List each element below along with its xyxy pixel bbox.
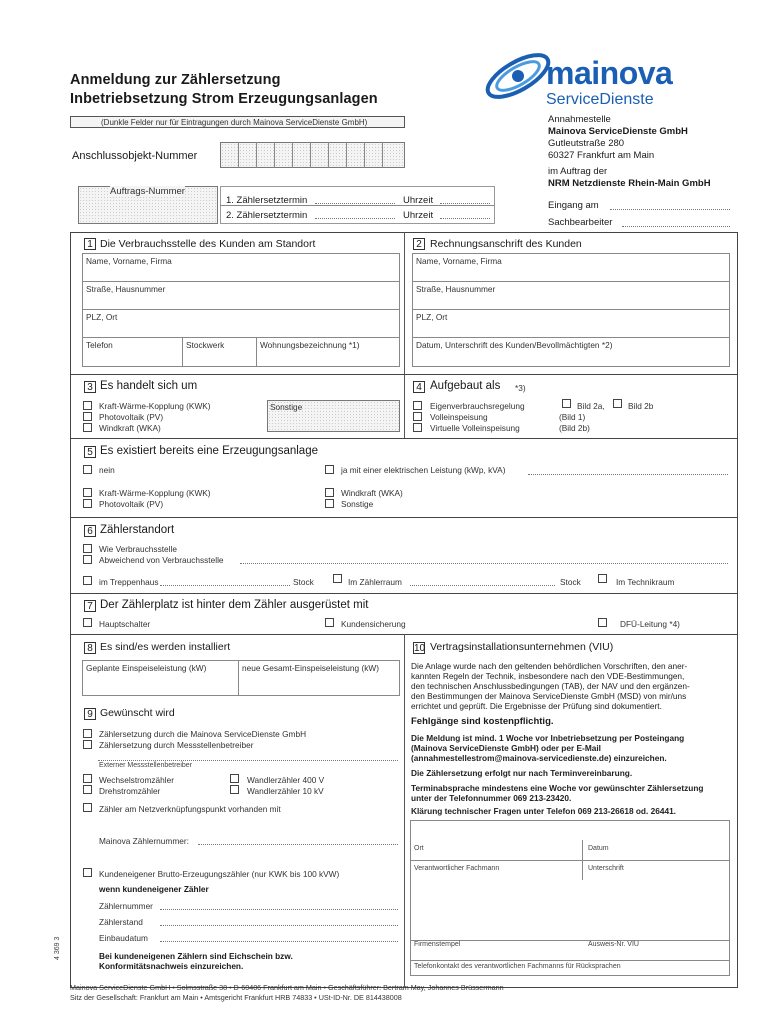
s2-name-field[interactable]: Name, Vorname, Firma <box>416 256 502 266</box>
note-text: (Dunkle Felder nur für Eintragungen durch Mainova ServiceDienste GmbH) <box>101 118 368 127</box>
page-subtitle: Inbetriebsetzung Strom Erzeugungsanlagen <box>70 91 378 107</box>
section8-number: 8 <box>84 642 96 654</box>
section4-number: 4 <box>413 381 425 393</box>
s5-wka-checkbox[interactable] <box>325 488 334 497</box>
s10-p2-line2: (Mainova ServiceDienste GmbH) oder per E-Mail <box>411 743 601 753</box>
s8-neu-field[interactable]: neue Gesamt-Einspeiseleistung (kW) <box>242 663 379 673</box>
s4-bild2a-checkbox[interactable] <box>562 399 571 408</box>
section7-title: Der Zählerplatz ist hinter dem Zähler ausgerüstet mit <box>100 599 369 611</box>
auftrags-label: Auftrags-Nummer <box>110 186 185 197</box>
s6-stock1-label: Stock <box>293 577 314 587</box>
s1-plz-field[interactable]: PLZ, Ort <box>86 312 118 322</box>
s5-wka-label: Windkraft (WKA) <box>341 488 403 498</box>
s4-bild2a-label: Bild 2a, <box>577 401 605 411</box>
s9-wechsel-checkbox[interactable] <box>83 774 92 783</box>
s2-sig-field[interactable]: Datum, Unterschrift des Kunden/Bevollmächtigten *2) <box>416 340 613 350</box>
annahme-street: Gutleutstraße 280 <box>548 138 625 149</box>
s6-abw-checkbox[interactable] <box>83 555 92 564</box>
s10-p2-line1: Die Meldung ist mind. 1 Woche vor Inbetriebsetzung per Posteingang <box>411 733 685 743</box>
s10-p5: Klärung technischer Fragen unter Telefon 069 213-26618 od. 26441. <box>411 806 676 816</box>
s5-kwk-label: Kraft-Wärme-Kopplung (KWK) <box>99 488 211 498</box>
s7-dfue-checkbox[interactable] <box>598 618 607 627</box>
uhrzeit1-label: Uhrzeit <box>403 195 434 206</box>
section9-number: 9 <box>84 708 96 720</box>
s9-brutto-checkbox[interactable] <box>83 868 92 877</box>
s4-bild2bp-label: (Bild 2b) <box>559 423 590 433</box>
s9-f1-label: Zählernummer <box>99 901 153 911</box>
s10-p3: Die Zählersetzung erfolgt nur nach Terminvereinbarung. <box>411 768 633 778</box>
s2-street-field[interactable]: Straße, Hausnummer <box>416 284 496 294</box>
s6-technik-checkbox[interactable] <box>598 574 607 583</box>
eingang-label: Eingang am <box>548 200 599 211</box>
footer-line1: Mainova ServiceDienste GmbH • Solmsstraße 38 • D-60486 Frankfurt am Main • Geschäftsführer: Bertram May, Johannes Brüssermann <box>70 983 504 992</box>
side-code: 4 369 3 <box>54 936 61 960</box>
s9-mb-label: Zählersetzung durch Messstellenbetreiber <box>99 740 254 750</box>
s5-pv-label: Photovoltaik (PV) <box>99 499 164 509</box>
s9-netz-checkbox[interactable] <box>83 803 92 812</box>
s5-pv-checkbox[interactable] <box>83 499 92 508</box>
s9-msd-checkbox[interactable] <box>83 729 92 738</box>
section10-title: Vertragsinstallationsunternehmen (VIU) <box>430 641 614 653</box>
s6-zaehlerraum-label: Im Zählerraum <box>348 577 402 587</box>
s9-mb-checkbox[interactable] <box>83 740 92 749</box>
s6-technik-label: Im Technikraum <box>616 577 675 587</box>
s4-note: *3) <box>515 383 526 393</box>
s5-kwk-checkbox[interactable] <box>83 488 92 497</box>
s9-msd-label: Zählersetzung durch die Mainova ServiceDienste GmbH <box>99 729 307 739</box>
s6-stock2-label: Stock <box>560 577 581 587</box>
section7-number: 7 <box>84 600 96 612</box>
s7-kunden-label: Kundensicherung <box>341 619 406 629</box>
s3-sonstige-label: Sonstige <box>270 402 303 412</box>
section6-title: Zählerstandort <box>100 524 175 536</box>
section8-title: Es sind/es werden installiert <box>100 641 231 653</box>
section5-title: Es existiert bereits eine Erzeugungsanlage <box>100 445 318 457</box>
s6-wie-checkbox[interactable] <box>83 544 92 553</box>
s1-tel-field[interactable]: Telefon <box>86 340 113 350</box>
s5-nein-checkbox[interactable] <box>83 465 92 474</box>
s10-signature-box <box>410 820 730 976</box>
uhrzeit2-label: Uhrzeit <box>403 210 434 221</box>
s3-kwk-checkbox[interactable] <box>83 401 92 410</box>
s8-geplant-field[interactable]: Geplante Einspeiseleistung (kW) <box>86 663 207 673</box>
auftrag-label: im Auftrag der <box>548 166 608 177</box>
s4-eigen-label: Eigenverbrauchsregelung <box>430 401 525 411</box>
s10-p4-line1: Terminabsprache mindestens eine Woche vor gewünschter Zählersetzung <box>411 783 704 793</box>
s9-eich2: Konformitätsnachweis einzureichen. <box>99 961 244 971</box>
s10-ausweis-field[interactable]: Ausweis-Nr. VIU <box>588 941 639 948</box>
s4-bild2b-checkbox[interactable] <box>613 399 622 408</box>
page-title: Anmeldung zur Zählersetzung <box>70 72 281 88</box>
s10-ort-field[interactable]: Ort <box>414 845 424 852</box>
s10-stempel-field[interactable]: Firmenstempel <box>414 941 461 948</box>
section5-number: 5 <box>84 446 96 458</box>
s9-w10-checkbox[interactable] <box>230 785 239 794</box>
termin2-label: 2. Zählersetztermin <box>226 210 308 221</box>
s9-zaehlernummer-label: Mainova Zählernummer: <box>99 836 189 846</box>
s9-dreh-label: Drehstromzähler <box>99 786 161 796</box>
s9-dreh-checkbox[interactable] <box>83 785 92 794</box>
s1-street-field[interactable]: Straße, Hausnummer <box>86 284 166 294</box>
logo-sub: ServiceDienste <box>546 91 654 108</box>
s5-ja-label: ja mit einer elektrischen Leistung (kWp, kVA) <box>341 465 506 475</box>
s4-voll-label: Volleinspeisung <box>430 412 488 422</box>
note-bar <box>70 116 405 128</box>
logo-word: mainova <box>546 55 673 91</box>
s10-p1-line4: den Bestimmungen der Mainova ServiceDienste GmbH (MSD) von mir/uns <box>411 691 687 701</box>
s9-w400-checkbox[interactable] <box>230 774 239 783</box>
s9-f2-label: Zählerstand <box>99 917 143 927</box>
section2-title: Rechnungsanschrift des Kunden <box>430 238 582 250</box>
s4-virt-label: Virtuelle Volleinspeisung <box>430 423 520 433</box>
s7-kunden-checkbox[interactable] <box>325 618 334 627</box>
s2-plz-field[interactable]: PLZ, Ort <box>416 312 448 322</box>
s9-wechsel-label: Wechselstromzähler <box>99 775 175 785</box>
anschluss-input[interactable] <box>220 142 405 168</box>
section1-number: 1 <box>84 238 96 250</box>
s6-treppe-label: im Treppenhaus <box>99 577 159 587</box>
s4-voll-checkbox[interactable] <box>413 412 422 421</box>
s1-floor-field[interactable]: Stockwerk <box>186 340 225 350</box>
section2-number: 2 <box>413 238 425 250</box>
s10-datum-field[interactable]: Datum <box>588 845 609 852</box>
s3-wka-checkbox[interactable] <box>83 423 92 432</box>
s7-haupt-checkbox[interactable] <box>83 618 92 627</box>
section3-title: Es handelt sich um <box>100 380 198 392</box>
s6-abw-label: Abweichend von Verbrauchsstelle <box>99 555 224 565</box>
s10-p1-line1: Die Anlage wurde nach den geltenden behördlichen Vorschriften, den aner- <box>411 661 688 671</box>
annahme-name: Mainova ServiceDienste GmbH <box>548 126 688 137</box>
s4-virt-checkbox[interactable] <box>413 423 422 432</box>
s10-telefon-field[interactable]: Telefonkontakt des verantwortlichen Fachmanns für Rücksprachen <box>414 963 621 970</box>
s6-wie-label: Wie Verbrauchsstelle <box>99 544 177 554</box>
s6-zaehlerraum-checkbox[interactable] <box>333 574 342 583</box>
s9-w10-label: Wandlerzähler 10 kV <box>247 786 324 796</box>
annahme-city: 60327 Frankfurt am Main <box>548 150 655 161</box>
s3-pv-checkbox[interactable] <box>83 412 92 421</box>
anschluss-label: Anschlussobjekt-Nummer <box>72 150 198 162</box>
sachbearbeiter-label: Sachbearbeiter <box>548 217 613 228</box>
s9-eich1: Bei kundeneigenen Zählern sind Eichschein bzw. <box>99 951 293 961</box>
s5-sonstige-checkbox[interactable] <box>325 499 334 508</box>
s3-kwk-label: Kraft-Wärme-Kopplung (KWK) <box>99 401 211 411</box>
s5-ja-checkbox[interactable] <box>325 465 334 474</box>
s10-fachmann-field[interactable]: Verantwortlicher Fachmann <box>414 865 500 872</box>
s4-bild1-label: (Bild 1) <box>559 412 586 422</box>
s10-p2-line3: (annahmestellestrom@mainova-servicedienste.de) einzureichen. <box>411 753 667 763</box>
s7-dfue-label: DFÜ-Leitung *4) <box>620 619 680 629</box>
s6-treppe-checkbox[interactable] <box>83 576 92 585</box>
termin1-label: 1. Zählersetztermin <box>226 195 308 206</box>
s9-netz-label: Zähler am Netzverknüpfungspunkt vorhanden mit <box>99 804 281 814</box>
s7-haupt-label: Hauptschalter <box>99 619 151 629</box>
s9-f3-label: Einbaudatum <box>99 933 148 943</box>
s5-nein-label: nein <box>99 465 115 475</box>
s10-p1-line3: den technischen Anschlussbedingungen (TAB), der NAV und den ergänzen- <box>411 681 690 691</box>
s10-p1-line2: kannten Regeln der Technik, insbesondere nach den VDE-Bestimmungen, <box>411 671 685 681</box>
section1-title: Die Verbrauchsstelle des Kunden am Standort <box>100 238 316 250</box>
s10-fehl: Fehlgänge sind kostenpflichtig. <box>411 716 554 727</box>
s3-wka-label: Windkraft (WKA) <box>99 423 161 433</box>
section9-title: Gewünscht wird <box>100 707 175 719</box>
s9-wenn-label: wenn kundeneigener Zähler <box>99 884 209 894</box>
s10-unterschrift-field[interactable]: Unterschrift <box>588 865 624 872</box>
footer-line2: Sitz der Gesellschaft: Frankfurt am Main • Amtsgericht Frankfurt HRB 74833 • USt-ID-Nr. DE 814438008 <box>70 993 402 1002</box>
section10-number: 10 <box>414 643 426 654</box>
s5-sonstige-label: Sonstige <box>341 499 374 509</box>
s9-w400-label: Wandlerzähler 400 V <box>247 775 325 785</box>
auftrag-name: NRM Netzdienste Rhein-Main GmbH <box>548 178 711 189</box>
s10-p1-line5: errichtet und geprüft. Die Ergebnisse der Prüfung sind dokumentiert. <box>411 701 662 711</box>
s3-pv-label: Photovoltaik (PV) <box>99 412 164 422</box>
s4-bild2b-label: Bild 2b <box>628 401 654 411</box>
s4-eigen-checkbox[interactable] <box>413 401 422 410</box>
section6-number: 6 <box>84 525 96 537</box>
section3-number: 3 <box>84 381 96 393</box>
s1-flat-field[interactable]: Wohnungsbezeichnung *1) <box>260 340 360 350</box>
s9-brutto-label: Kundeneigener Brutto-Erzeugungszähler (nur KWK bis 100 kVW) <box>99 869 340 879</box>
section4-title: Aufgebaut als <box>430 380 501 392</box>
annahme-label: Annahmestelle <box>548 114 611 125</box>
s1-name-field[interactable]: Name, Vorname, Firma <box>86 256 172 266</box>
s9-ext-label: Externer Messstellenbetreiber <box>99 762 192 769</box>
s10-p4-line2: unter der Telefonnummer 069 213-23420. <box>411 793 572 803</box>
